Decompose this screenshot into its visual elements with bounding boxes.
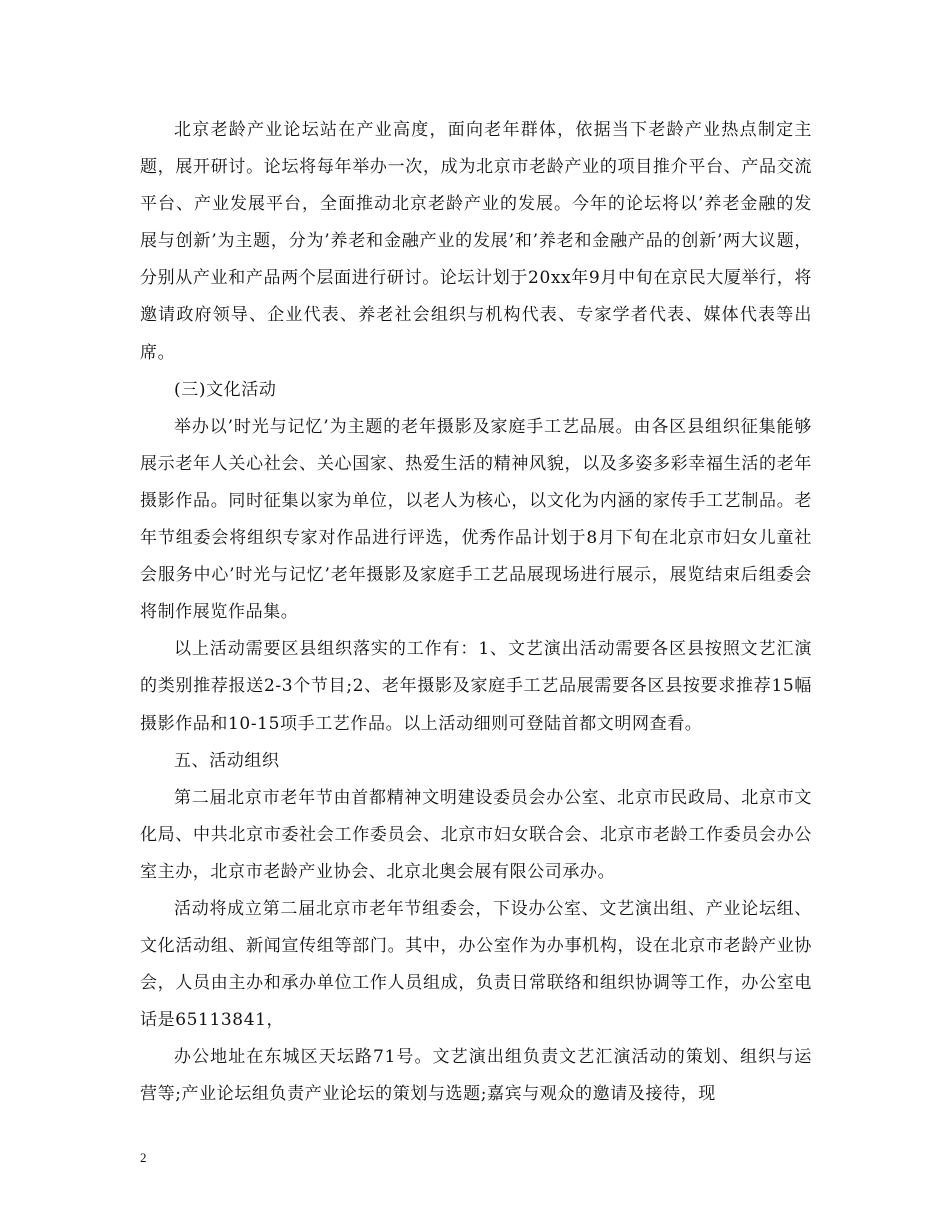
document-body: [140, 112, 812, 1114]
paragraph-organizers: 第二届北京市老年节由首都精神文明建设委员会办公室、北京市民政局、北京市文化局、中共北京市委社会工作委员会、北京市妇女联合会、北京市老龄工作委员会办公室主办，北京市老龄产业协会、北京北奥会展有限公司承办。: [140, 787, 812, 882]
paragraph-photo-exhibition: 举办以’时光与记忆’为主题的老年摄影及家庭手工艺品展。由各区县组织征集能够展示老年人关心社会、关心国家、热爱生活的精神风貌，以及多姿多彩幸福生活的老年摄影作品。同时征集以家为单位，以老人为核心，以文化为内涵的家传手工艺制品。老年节组委会将组织专家对作品进行评选，优秀作品计划于8月下旬在北京市妇女儿童社会服务中心’时光与记忆’老年摄影及家庭手工艺品展现场进行展示，展览结束后组委会将制作展览作品集。: [140, 416, 812, 623]
paragraph-committee: 活动将成立第二届北京市老年节组委会，下设办公室、文艺演出组、产业论坛组、文化活动组、新闻宣传组等部门。其中，办公室作为办事机构，设在北京市老龄产业协会，人员由主办和承办单位工作人员组成，负责日常联络和组织协调等工作，办公室电话是65113841，: [140, 898, 812, 1031]
page-number: 2: [140, 1150, 147, 1165]
paragraph-office-address: 办公地址在东城区天坛路71号。文艺演出组负责文艺汇演活动的策划、组织与运营等;产业论坛组负责产业论坛的策划与选题;嘉宾与观众的邀请及接待，现: [140, 1047, 812, 1105]
paragraph-district-tasks: 以上活动需要区县组织落实的工作有：1、文艺演出活动需要各区县按照文艺汇演的类别推荐报送2-3个节目;2、老年摄影及家庭手工艺品展需要各区县按要求推荐15幅摄影作品和10-15项手工艺作品。以上活动细则可登陆首都文明网查看。: [140, 639, 812, 734]
section-heading-culture-activities: (三)文化活动: [174, 379, 277, 400]
section-heading-organization: 五、活动组织: [174, 750, 280, 771]
paragraph-forum-intro: 北京老龄产业论坛站在产业高度，面向老年群体，依据当下老龄产业热点制定主题，展开研讨。论坛将每年举办一次，成为北京市老龄产业的项目推介平台、产品交流平台、产业发展平台，全面推动北京老龄产业的发展。今年的论坛将以’养老金融的发展与创新’为主题，分为’养老和金融产业的发展’和’养老和金融产品的创新’两大议题，分别从产业和产品两个层面进行研讨。论坛计划于20xx年9月中旬在京民大厦举行，将邀请政府领导、企业代表、养老社会组织与机构代表、专家学者代表、媒体代表等出席。: [140, 120, 812, 363]
